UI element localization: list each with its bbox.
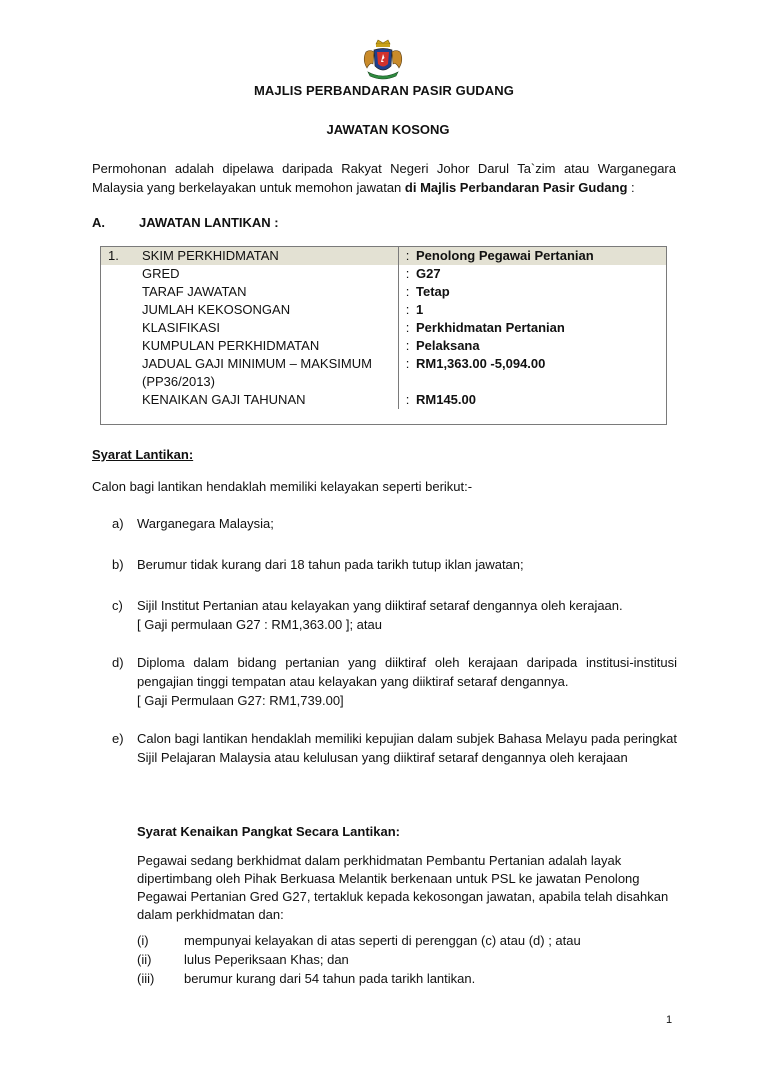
table-row — [100, 337, 667, 355]
table-row — [100, 265, 667, 283]
intro-text: Permohonan adalah dipelawa daripada Rakyat Negeri Johor Darul Ta`zim atau Warganegara Malaysia yang berkelayakan untuk memohon jawatan — [92, 161, 676, 195]
condition-text: lulus Peperiksaan Khas; dan — [184, 952, 349, 967]
row-colon: : — [405, 392, 410, 407]
requirement-marker: d) — [112, 655, 124, 670]
promotion-heading: Syarat Kenaikan Pangkat Secara Lantikan: — [137, 824, 401, 839]
list-item — [137, 969, 581, 988]
requirement-item — [112, 653, 677, 710]
requirement-marker: e) — [112, 731, 124, 746]
post-details-table — [100, 247, 667, 409]
section-a-letter: A. — [92, 215, 105, 230]
requirement-text: Diploma dalam bidang pertanian yang diiktiraf oleh kerajaan daripada institusi-institusi pengajian tinggi tempatan atau kelayakan yang diiktiraf setaraf dengannya. — [137, 655, 677, 689]
row-value: RM1,363.00 -5,094.00 — [416, 356, 546, 371]
section-a-title: JAWATAN LANTIKAN : — [139, 215, 279, 230]
table-number: 1. — [100, 247, 142, 265]
table-row — [100, 391, 667, 409]
requirement-text: Sijil Institut Pertanian atau kelayakan yang diiktiraf setaraf dengannya oleh kerajaan. — [137, 598, 623, 613]
promotion-body: Pegawai sedang berkhidmat dalam perkhidmatan Pembantu Pertanian adalah layak dipertimbang oleh Pihak Berkuasa Melantik berkenaan untuk PSL ke jawatan Penolong Pegawai Pertanian Gred G27, tertakluk kepada kekosongan jawatan, apabila telah disahkan dalam perkhidmatan dan: — [137, 853, 669, 922]
row-value: G27 — [416, 266, 441, 281]
row-label: JUMLAH KEKOSONGAN — [142, 301, 399, 319]
section-a-heading — [92, 215, 279, 230]
requirement-item — [112, 729, 677, 767]
list-item — [137, 931, 581, 950]
requirement-marker: c) — [112, 598, 123, 613]
row-label: KENAIKAN GAJI TAHUNAN — [142, 391, 399, 409]
row-label: GRED — [142, 265, 399, 283]
row-colon: : — [405, 284, 410, 299]
condition-text: berumur kurang dari 54 tahun pada tarikh lantikan. — [184, 971, 476, 986]
row-value: Penolong Pegawai Pertanian — [416, 247, 667, 265]
row-label: KLASIFIKASI — [142, 319, 399, 337]
row-label: JADUAL GAJI MINIMUM – MAKSIMUM (PP36/2013) — [142, 355, 399, 391]
list-item — [137, 950, 581, 969]
table-row — [100, 283, 667, 301]
condition-number: (iii) — [137, 971, 155, 986]
condition-text: mempunyai kelayakan di atas seperti di perenggan (c) atau (d) ; atau — [184, 933, 581, 948]
table-row — [100, 301, 667, 319]
condition-number: (ii) — [137, 952, 152, 967]
row-colon: : — [405, 338, 410, 353]
row-label: TARAF JAWATAN — [142, 283, 399, 301]
requirement-text: Warganegara Malaysia; — [137, 516, 274, 531]
row-colon: : — [405, 266, 410, 281]
row-value: 1 — [416, 302, 424, 317]
johor-crest-icon — [358, 38, 408, 82]
row-colon: : — [405, 356, 410, 371]
council-name: MAJLIS PERBANDARAN PASIR GUDANG — [254, 83, 514, 98]
requirement-item — [112, 555, 677, 574]
requirements-lead: Calon bagi lantikan hendaklah memiliki kelayakan seperti berikut:- — [92, 479, 473, 494]
requirement-marker: b) — [112, 557, 124, 572]
requirement-text: Calon bagi lantikan hendaklah memiliki kepujian dalam subjek Bahasa Melayu pada peringkat Sijil Pelajaran Malaysia atau kelulusan yang diiktiraf setaraf dengannya oleh kerajaan — [137, 731, 677, 765]
intro-bold: di Majlis Perbandaran Pasir Gudang — [404, 180, 628, 195]
requirement-item — [112, 514, 677, 533]
row-label: KUMPULAN PERKHIDMATAN — [142, 337, 399, 355]
notice-title: JAWATAN KOSONG — [326, 122, 450, 137]
row-value: RM145.00 — [416, 392, 476, 407]
requirements-heading: Syarat Lantikan: — [92, 447, 194, 462]
intro-end: : — [627, 180, 635, 195]
requirement-salary: [ Gaji permulaan G27 : RM1,363.00 ]; atau — [137, 617, 382, 632]
row-label: SKIM PERKHIDMATAN — [142, 247, 399, 265]
table-row — [100, 355, 667, 391]
row-colon: : — [405, 302, 410, 317]
row-value: Perkhidmatan Pertanian — [416, 320, 565, 335]
requirement-marker: a) — [112, 516, 124, 531]
table-row — [100, 247, 667, 265]
condition-number: (i) — [137, 933, 149, 948]
promotion-conditions — [137, 931, 581, 988]
row-value: Tetap — [416, 284, 450, 299]
requirement-text: Berumur tidak kurang dari 18 tahun pada tarikh tutup iklan jawatan; — [137, 557, 524, 572]
row-colon: : — [405, 320, 410, 335]
intro-paragraph — [92, 159, 676, 197]
row-colon: : — [399, 247, 417, 265]
requirement-salary: [ Gaji Permulaan G27: RM1,739.00] — [137, 693, 344, 708]
table-row — [100, 319, 667, 337]
requirement-item — [112, 596, 677, 634]
page-number: 1 — [666, 1014, 673, 1026]
row-value: Pelaksana — [416, 338, 480, 353]
